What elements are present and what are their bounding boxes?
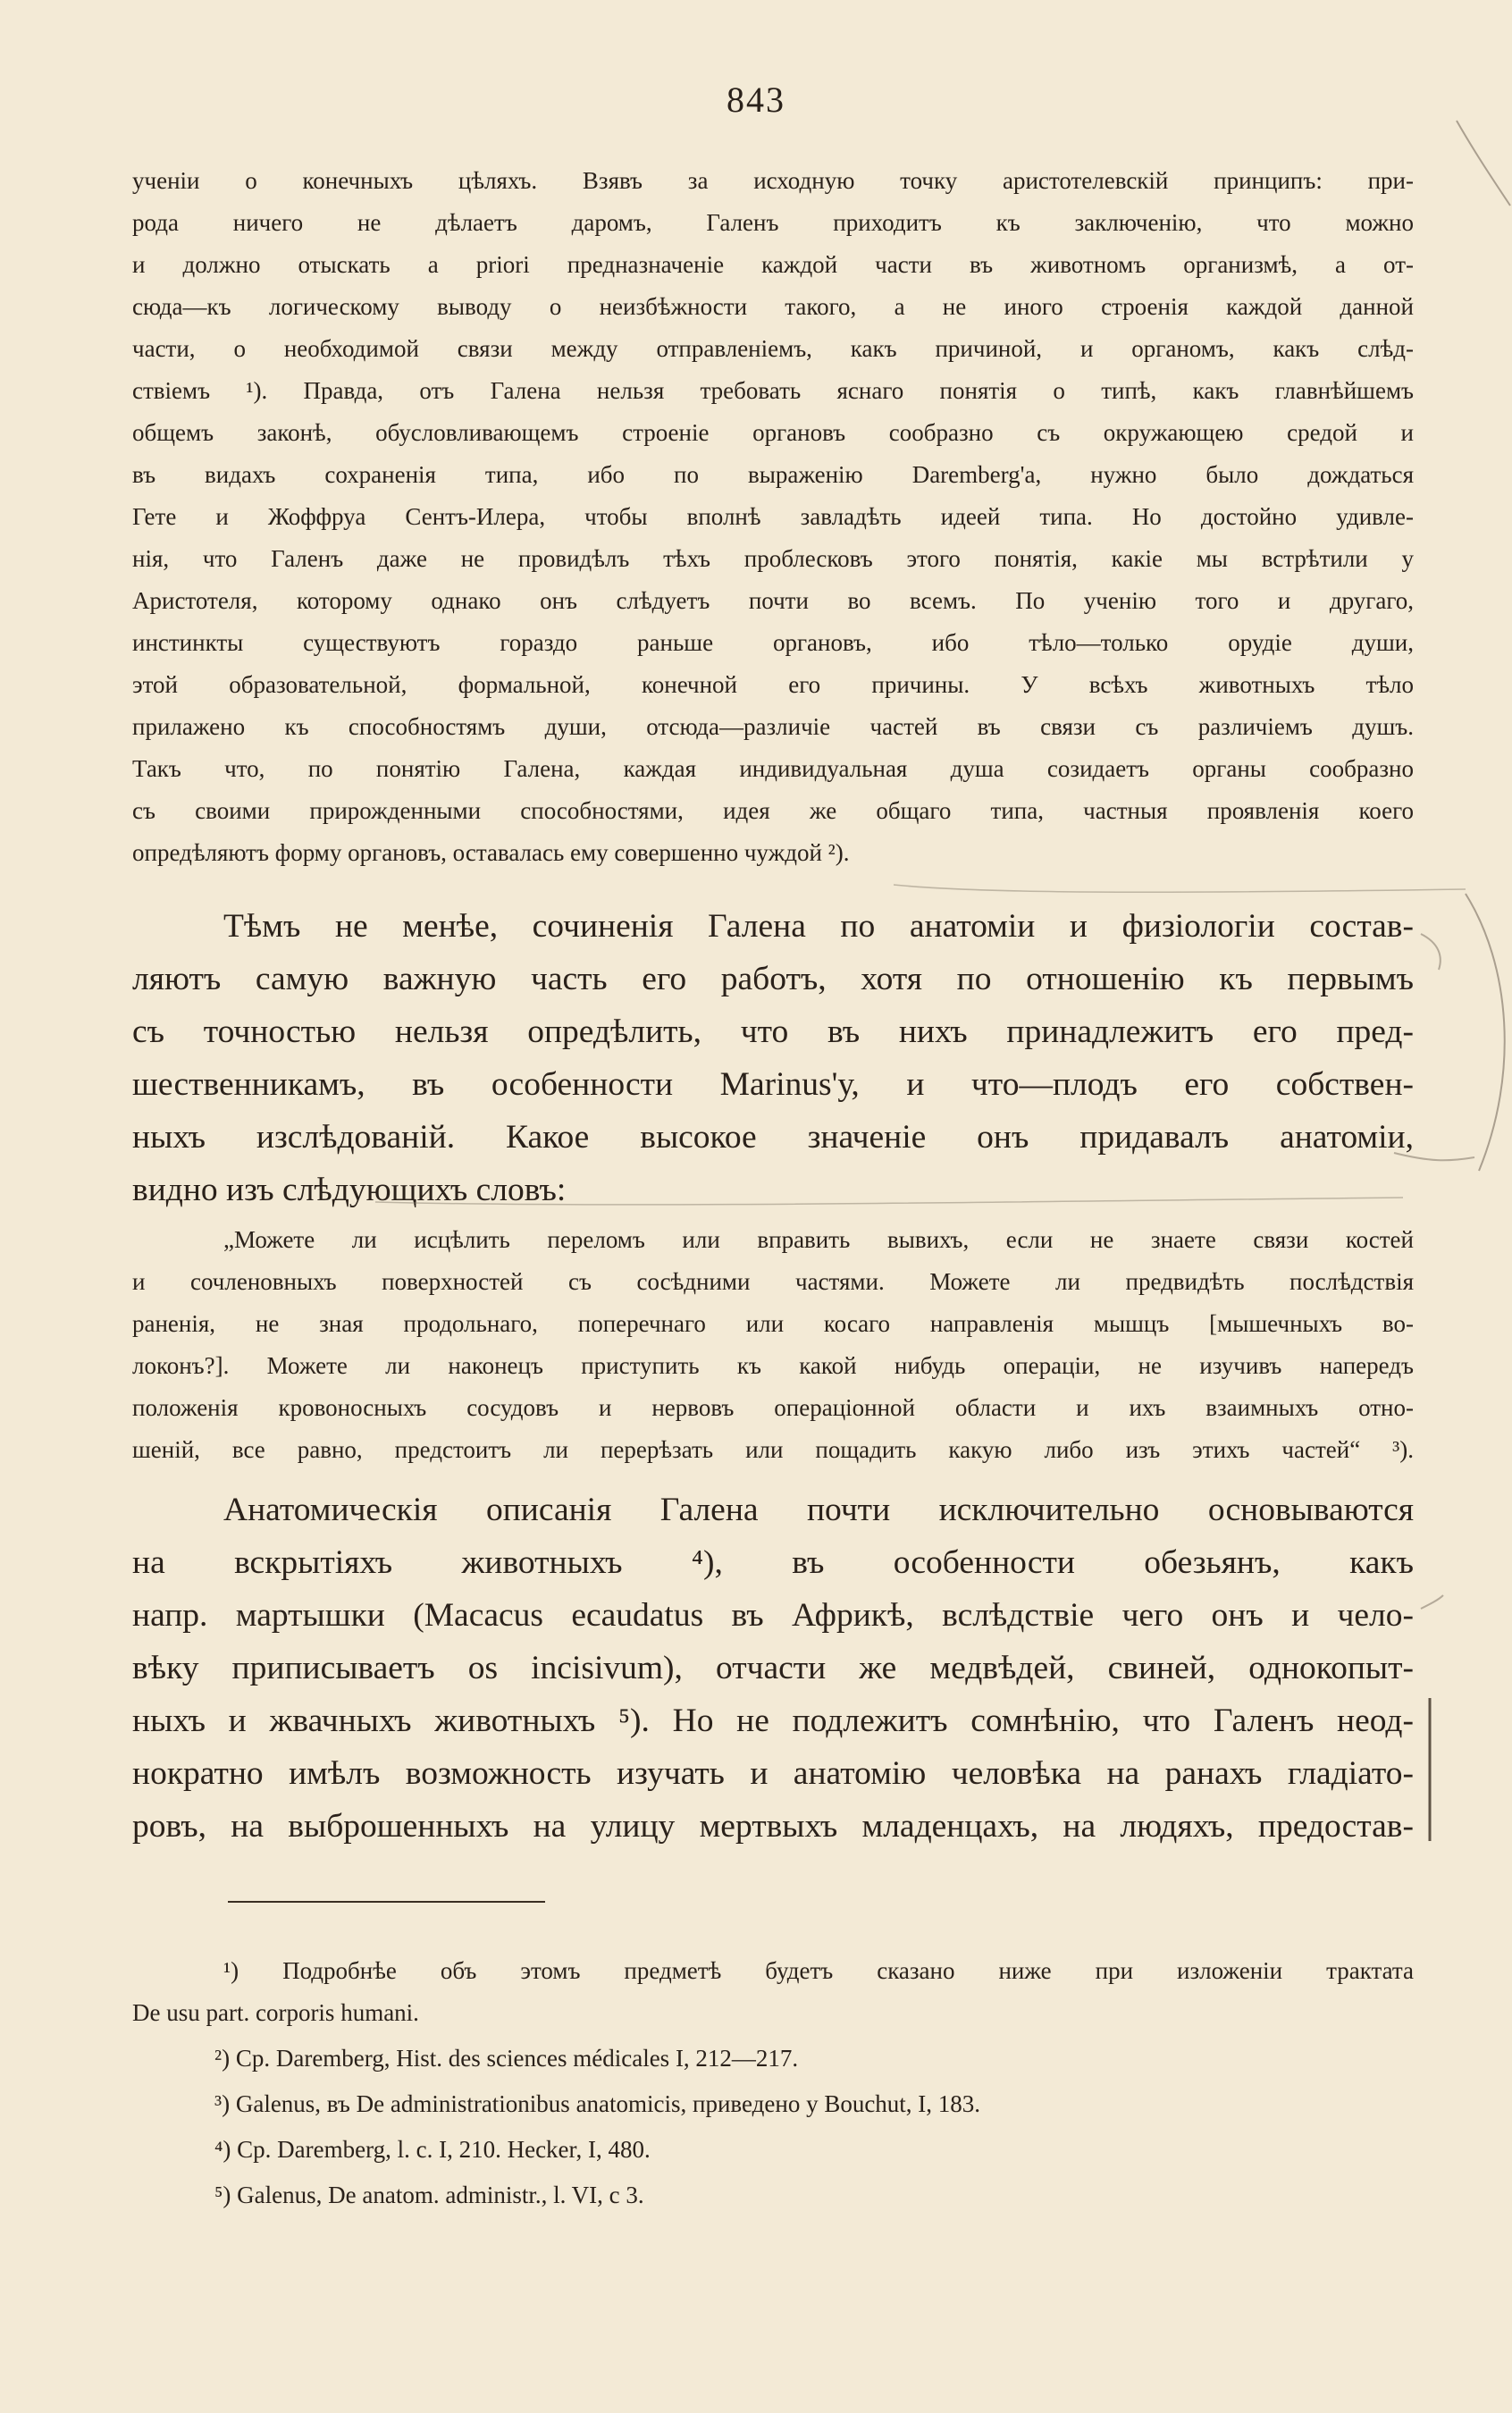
text-line: съ точностью нельзя опредѣлить, что въ нихъ принадлежитъ его пред-	[132, 1013, 1414, 1050]
text-line: этой образовательной, формальной, конечной его причины. У всѣхъ животныхъ тѣло	[132, 671, 1414, 698]
text-line: ровъ, на выброшенныхъ на улицу мертвыхъ младенцахъ, на людяхъ, предостав-	[132, 1808, 1414, 1845]
footnote-separator	[228, 1901, 545, 1903]
text-line: съ своими прирожденными способностями, идея же общаго типа, частныя проявленія коего	[132, 797, 1414, 824]
text-line: напр. мартышки (Macacus ecaudatus въ Африкѣ, вслѣдствіе чего онъ и чело-	[132, 1597, 1414, 1634]
text-line: Такъ что, по понятію Галена, каждая индивидуальная душа созидаетъ органы сообразно	[132, 755, 1414, 782]
text-line: инстинкты существуютъ гораздо раньше органовъ, ибо тѣло—только орудіе души,	[132, 629, 1414, 656]
text-line: части, о необходимой связи между отправленіемъ, какъ причиной, и органомъ, какъ слѣд-	[132, 335, 1414, 362]
text-line: и сочленовныхъ поверхностей съ сосѣдними частями. Можете ли предвидѣть послѣдствія	[132, 1268, 1414, 1295]
text-line: Аристотеля, которому однако онъ слѣдуетъ почти во всемъ. По ученію того и другаго,	[132, 587, 1414, 614]
footnote-line: ⁴) Ср. Daremberg, l. c. I, 210. Hecker, I, 480.	[214, 2136, 651, 2163]
text-line: Анатомическія описанія Галена почти исключительно основываются	[223, 1492, 1414, 1528]
text-line: сюда—къ логическому выводу о неизбѣжности такого, а не иного строенія каждой данной	[132, 293, 1414, 320]
text-line: общемъ законѣ, обусловливающемъ строеніе органовъ сообразно съ окружающею средой и	[132, 419, 1414, 446]
text-line: шественникамъ, въ особенности Marinus'у, и что—плодъ его собствен-	[132, 1066, 1414, 1103]
text-line: ныхъ и жвачныхъ животныхъ ⁵). Но не подлежитъ сомнѣнію, что Галенъ неод-	[132, 1703, 1414, 1739]
text-line: ученіи о конечныхъ цѣляхъ. Взявъ за исходную точку аристотелевскій принципъ: при-	[132, 167, 1414, 194]
footnote-line: ³) Galenus, въ De administrationibus anatomicis, приведено у Bouchut, I, 183.	[214, 2090, 981, 2117]
text-line: нократно имѣлъ возможность изучать и анатомію человѣка на ранахъ гладіато-	[132, 1755, 1414, 1792]
text-line: на вскрытіяхъ животныхъ ⁴), въ особенности обезьянъ, какъ	[132, 1544, 1414, 1581]
text-line: ствіемъ ¹). Правда, отъ Галена нельзя требовать яснаго понятія о типѣ, какъ главнѣйшемъ	[132, 377, 1414, 404]
text-line: ныхъ изслѣдованій. Какое высокое значеніе онъ придавалъ анатоміи,	[132, 1119, 1414, 1156]
page-number: 843	[727, 80, 785, 120]
text-line: Тѣмъ не менѣе, сочиненія Галена по анатоміи и физіологіи состав-	[223, 908, 1414, 945]
text-line: прилажено къ способностямъ души, отсюда—различіе частей въ связи съ различіемъ душъ.	[132, 713, 1414, 740]
text-line: раненія, не зная продольнаго, поперечнаго или косаго направленія мышцъ [мышечныхъ во-	[132, 1310, 1414, 1337]
text-line: и должно отыскать a priori предназначеніе каждой части въ животномъ организмѣ, а от-	[132, 251, 1414, 278]
footnote-line: De usu part. corporis humani.	[132, 1999, 419, 2026]
text-line: опредѣляютъ форму органовъ, оставалась ему совершенно чуждой ²).	[132, 839, 850, 866]
footnote-line: ⁵) Galenus, De anatom. administr., l. VI, c 3.	[214, 2182, 644, 2208]
text-line: шеній, все равно, предстоитъ ли перерѣзать или пощадить какую либо изъ этихъ частей“ ³).	[132, 1436, 1414, 1463]
text-line: Гете и Жоффруа Сентъ-Илера, чтобы вполнѣ завладѣть идеей типа. Но достойно удивле-	[132, 503, 1414, 530]
text-line: ляютъ самую важную часть его работъ, хотя по отношенію къ первымъ	[132, 961, 1414, 997]
text-line: нія, что Галенъ даже не провидѣлъ тѣхъ проблесковъ этого понятія, какіе мы встрѣтили у	[132, 545, 1414, 572]
text-line: „Можете ли исцѣлить переломъ или вправить вывихъ, если не знаете связи костей	[223, 1226, 1414, 1253]
footnote-line: ²) Ср. Daremberg, Hist. des sciences médicales I, 212—217.	[214, 2045, 799, 2072]
text-line: вѣку приписываетъ os incisivum), отчасти же медвѣдей, свиней, однокопыт-	[132, 1650, 1414, 1686]
text-line: въ видахъ сохраненія типа, ибо по выраженію Daremberg'а, нужно было дождаться	[132, 461, 1414, 488]
text-line: положенія кровоносныхъ сосудовъ и нервовъ операціонной области и ихъ взаимныхъ отно-	[132, 1394, 1414, 1421]
text-line: видно изъ слѣдующихъ словъ:	[132, 1172, 567, 1208]
text-line: локонъ?]. Можете ли наконецъ приступить къ какой нибудь операціи, не изучивъ напередъ	[132, 1352, 1414, 1379]
footnote-line: ¹) Подробнѣе объ этомъ предметѣ будетъ сказано ниже при изложеніи трактата	[223, 1957, 1414, 1984]
text-line: рода ничего не дѣлаетъ даромъ, Галенъ приходитъ къ заключенію, что можно	[132, 209, 1414, 236]
